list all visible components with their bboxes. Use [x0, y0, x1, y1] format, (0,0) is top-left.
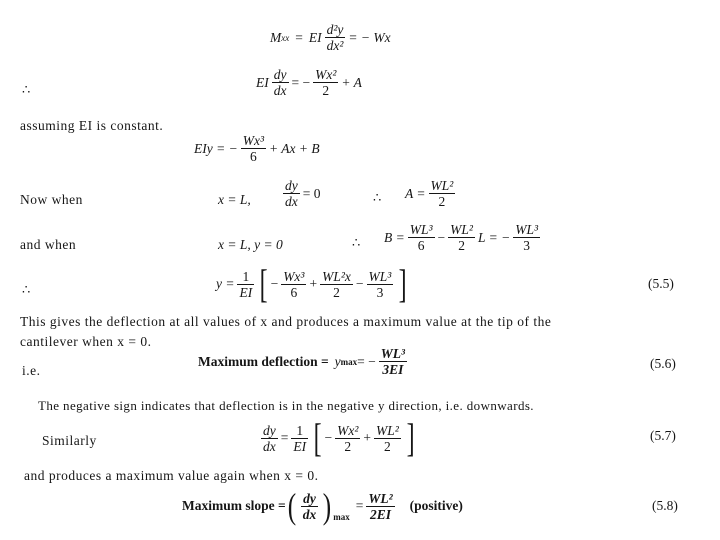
eq1-num: d²y — [326, 22, 344, 37]
eq57-plus: + — [363, 430, 371, 445]
eq58-fraction — [301, 491, 319, 522]
eq57-right-bracket: ] — [406, 415, 415, 460]
eq2-num2: Wx² — [315, 67, 337, 82]
eq56-ie: i.e. — [22, 363, 41, 378]
now-when-derivative — [280, 178, 321, 209]
b-fraction2 — [448, 222, 475, 253]
eq3-num: Wx³ — [242, 133, 265, 148]
equation-moment — [270, 22, 391, 53]
b-lhs: B = — [384, 229, 405, 245]
now-when-fraction — [283, 178, 300, 209]
equation-deflection-integral — [194, 133, 320, 164]
eq58-eq: = — [355, 498, 364, 513]
b-mid: L = − — [477, 229, 511, 245]
a-lhs: A = — [405, 185, 426, 201]
eq57-n2: WL² — [376, 422, 399, 438]
eq2-den2: 2 — [322, 83, 330, 98]
eq55-fraction2 — [320, 269, 353, 300]
eq55-d0: EI — [239, 284, 253, 300]
eq57-fraction2 — [374, 423, 401, 454]
b-d1: 6 — [417, 238, 425, 253]
and-when-therefore: ∴ — [352, 235, 361, 250]
eq55-number: (5.5) — [648, 276, 674, 291]
text-and-when: and when — [20, 237, 77, 252]
eq57-minus: − — [324, 430, 333, 445]
eq56-label: Maximum deflection = — [198, 353, 329, 369]
eq55-therefore: ∴ — [22, 282, 31, 297]
eq58-label: Maximum slope = — [182, 498, 286, 513]
eq3-lhs: EIy = − — [194, 140, 238, 156]
eq56-y: y — [334, 353, 341, 369]
eq57-n0: 1 — [291, 423, 308, 439]
eq55-n1: Wx³ — [283, 268, 305, 284]
eq58-fraction2 — [366, 491, 394, 522]
and-when-condition: x = L, y = 0 — [218, 237, 283, 252]
eq57-number: (5.7) — [650, 428, 676, 443]
now-when-eq: = 0 — [302, 185, 321, 201]
eq57-left-bracket: [ — [313, 415, 322, 460]
eq2-lhs: EI — [256, 74, 269, 90]
equation-5-6 — [198, 346, 410, 377]
eq55-minus2: − — [355, 276, 364, 291]
eq3-den: 6 — [249, 149, 257, 164]
eq56-den: 3EI — [382, 362, 404, 377]
eq58-den: dx — [302, 506, 317, 522]
constant-b-equation — [384, 222, 543, 253]
eq56-fraction — [379, 346, 407, 377]
eq55-fraction1 — [281, 269, 306, 300]
eq55-fraction3 — [367, 269, 394, 300]
equation-5-5 — [216, 261, 410, 306]
eq58-num: dy — [301, 491, 319, 507]
para3: and produces a maximum value again when x = 0. — [24, 468, 319, 483]
eq57-fraction0 — [291, 423, 308, 454]
eq55-right-bracket: ] — [399, 261, 408, 306]
b-n3: WL³ — [515, 222, 539, 237]
eq57-num: dy — [263, 422, 276, 438]
eq58-right-paren: ) — [323, 486, 332, 526]
eq58-left-paren: ( — [287, 486, 296, 526]
now-when-therefore: ∴ — [373, 190, 382, 205]
text-now-when: Now when — [20, 192, 83, 207]
eq1-lhs: M — [270, 29, 282, 45]
eq3-tail: + Ax + B — [269, 140, 320, 156]
eq55-fraction0 — [237, 269, 254, 300]
eq2-num: dy — [273, 67, 287, 82]
eq2-den: dx — [273, 83, 287, 98]
eq58-n: WL² — [368, 490, 393, 506]
a-num: WL² — [430, 178, 454, 193]
a-den: 2 — [438, 194, 446, 209]
eq55-plus: + — [309, 276, 318, 291]
b-d3: 3 — [523, 238, 530, 253]
eq55-n2: WL²x — [322, 268, 351, 284]
a-fraction — [429, 178, 456, 209]
eq1-rhs: = − Wx — [348, 29, 391, 45]
equation-slope-integral — [256, 67, 362, 98]
b-d2: 2 — [458, 238, 465, 253]
eq2-fraction2 — [313, 67, 338, 98]
eq55-d3: 3 — [376, 284, 384, 300]
eq56-number: (5.6) — [650, 356, 676, 371]
eq1-equals: = — [295, 29, 303, 45]
eq57-label: Similarly — [42, 433, 97, 448]
eq1-lhs-sub: xx — [281, 32, 290, 43]
constant-a-equation — [405, 178, 458, 209]
b-n2: WL² — [450, 222, 473, 237]
eq58-d: 2EI — [369, 506, 391, 522]
b-minus: − — [437, 229, 446, 245]
eq2-therefore: ∴ — [22, 82, 31, 97]
equation-5-7 — [258, 415, 417, 460]
eq2-tail: + A — [341, 74, 362, 90]
b-fraction1 — [408, 222, 435, 253]
b-fraction3 — [513, 222, 540, 253]
eq2-eq: = − — [291, 74, 311, 90]
eq57-n1: Wx² — [337, 422, 359, 438]
eq56-eq: = − — [357, 353, 376, 369]
eq58-sub: max — [333, 512, 350, 522]
eq55-n0: 1 — [237, 269, 254, 285]
eq57-fraction — [261, 423, 278, 454]
eq58-note: (positive) — [409, 498, 463, 513]
para2: The negative sign indicates that deflection is in the negative y direction, i.e. downwards. — [38, 398, 534, 413]
eq55-n3: WL³ — [368, 268, 392, 284]
para1-line1: This gives the deflection at all values of x and produces a maximum value at the tip of the — [20, 314, 552, 329]
b-n1: WL³ — [409, 222, 433, 237]
eq58-number: (5.8) — [652, 498, 678, 513]
eq57-d1: 2 — [344, 438, 352, 454]
eq56-sub: max — [340, 356, 358, 367]
eq1-fraction — [325, 22, 346, 53]
eq56-num: WL³ — [380, 346, 406, 361]
equation-5-8 — [182, 488, 463, 524]
eq57-d2: 2 — [384, 438, 391, 454]
eq57-d0: EI — [293, 438, 307, 454]
eq3-fraction — [241, 133, 266, 164]
eq55-d1: 6 — [290, 284, 298, 300]
eq55-lhs: y = — [216, 276, 235, 291]
now-when-num: dy — [285, 178, 298, 193]
eq57-den: dx — [263, 438, 276, 454]
eq1-ei: EI — [308, 29, 322, 45]
text-assuming: assuming EI is constant. — [20, 118, 164, 133]
eq55-minus1: − — [270, 276, 279, 291]
eq55-left-bracket: [ — [259, 261, 268, 306]
eq57-eq: = — [280, 430, 289, 445]
now-when-condition: x = L, — [218, 192, 251, 207]
eq57-fraction1 — [335, 423, 360, 454]
para1-line2: cantilever when x = 0. — [20, 334, 152, 349]
eq1-den: dx² — [326, 38, 344, 53]
now-when-den: dx — [285, 194, 298, 209]
eq2-fraction — [272, 67, 289, 98]
eq55-d2: 2 — [333, 284, 340, 300]
